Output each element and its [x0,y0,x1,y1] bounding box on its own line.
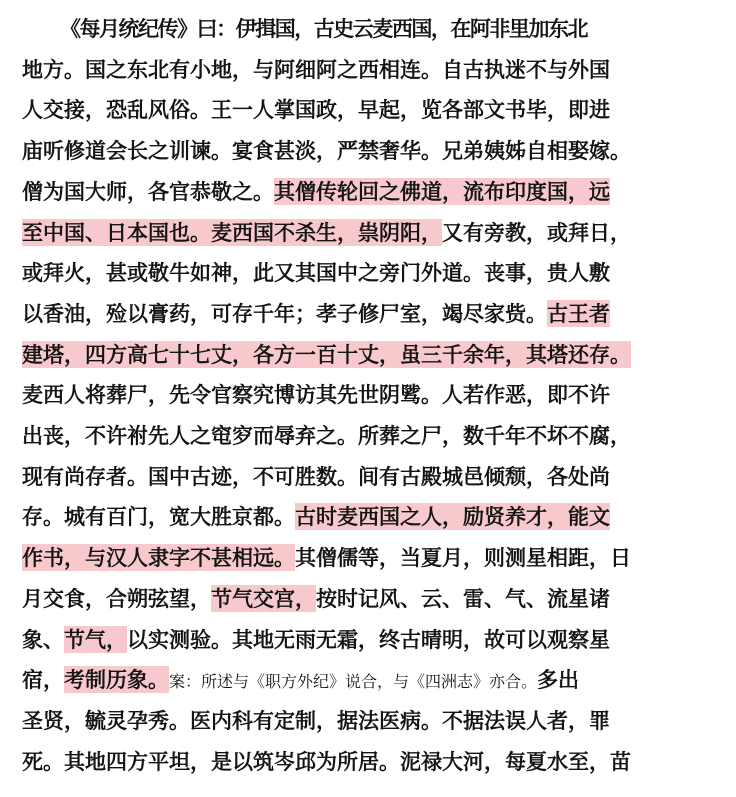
text-segment: 或拜火，甚或敬牛如神，此又其国中之旁门外道。丧事，贵人敷 [22,260,610,286]
text-segment: 又有旁教，或拜日， [442,219,631,245]
text-segment: 以实测验。其地无雨无霜，终古晴明，故可以观察星 [127,626,610,652]
text-segment: 按时记风、云、雷、气、流星诸 [316,585,610,611]
text-line [22,136,722,166]
text-line [22,502,722,532]
text-segment: 《每月统纪传》曰：伊揖国，古史云麦西国，在阿非里加东北 [60,16,587,41]
text-segment: 人交接，恐乱风俗。王一人掌国政，早起，览各部文书毕，即进 [22,97,610,123]
text-segment: 其僧儒等，当夏月，则测星相距，日 [295,545,631,571]
text-line [22,299,722,329]
highlighted-text: 建塔，四方高七十七丈，各方一百十丈，虽三千余年，其塔还存。 [22,341,631,367]
highlighted-text: 考制历象。 [64,667,169,693]
text-segment: 以香油，殓以膏药，可存千年；孝子修尸室，竭尽家赀。 [22,300,547,326]
text-line [22,95,722,125]
text-segment: 月交食，合朔弦望， [22,585,211,611]
highlighted-text: 古时麦西国之人，励贤养才，能文 [295,504,610,530]
text-line [22,258,722,288]
text-segment: 象、 [22,626,64,652]
text-line [22,380,722,410]
text-segment: 存。城有百门，宽大胜京都。 [22,504,295,530]
text-segment: 麦西人将葬尸，先令官察究博访其先世阴骘。人若作恶，即不许 [22,382,610,408]
text-segment: 死。其地四方平坦，是以筑岑邱为所居。泥禄大河，每夏水至，苗 [22,748,631,774]
text-line [22,747,722,777]
highlighted-text: 节气， [64,626,127,652]
highlighted-text: 至中国、日本国也。麦西国不杀生，祟阴阳， [22,219,442,245]
text-line [22,340,722,370]
text-line [22,584,722,614]
annotation-text: 案：所述与《职方外纪》说合，与《四洲志》亦合。 [169,672,538,692]
text-line [22,177,722,207]
text-segment: 出丧，不许祔先人之窀穸而辱弃之。所葬之尸，数千年不坏不腐， [22,423,631,448]
text-line [22,625,722,655]
text-line [22,706,722,736]
text-segment: 多出 [537,667,580,693]
highlighted-text: 节气交宫， [211,585,316,611]
highlighted-text: 其僧传轮回之佛道，流布印度国，远 [274,178,610,204]
text-line [22,462,722,492]
text-segment: 宿， [22,667,64,693]
highlighted-text: 古王者 [547,300,610,326]
text-line [60,14,736,44]
highlighted-text: 作书，与汉人隶字不甚相远。 [22,545,295,571]
text-segment: 僧为国大师，各官恭敬之。 [22,178,274,204]
text-segment: 庙听修道会长之训谏。宴食甚淡，严禁奢华。兄弟姨姊自相娶嫁。 [22,138,631,164]
text-segment: 地方。国之东北有小地，与阿细阿之西相连。自古执迷不与外国 [22,56,610,82]
text-segment: 圣贤，毓灵孕秀。医内科有定制，据法医病。不据法误人者，罪 [22,707,610,733]
text-line [22,218,722,248]
text-line [22,55,722,85]
text-line [22,421,722,451]
text-segment: 现有尚存者。国中古迹，不可胜数。间有古殿城邑倾颓，各处尚 [22,463,610,489]
text-line [22,665,722,695]
text-line [22,543,722,573]
